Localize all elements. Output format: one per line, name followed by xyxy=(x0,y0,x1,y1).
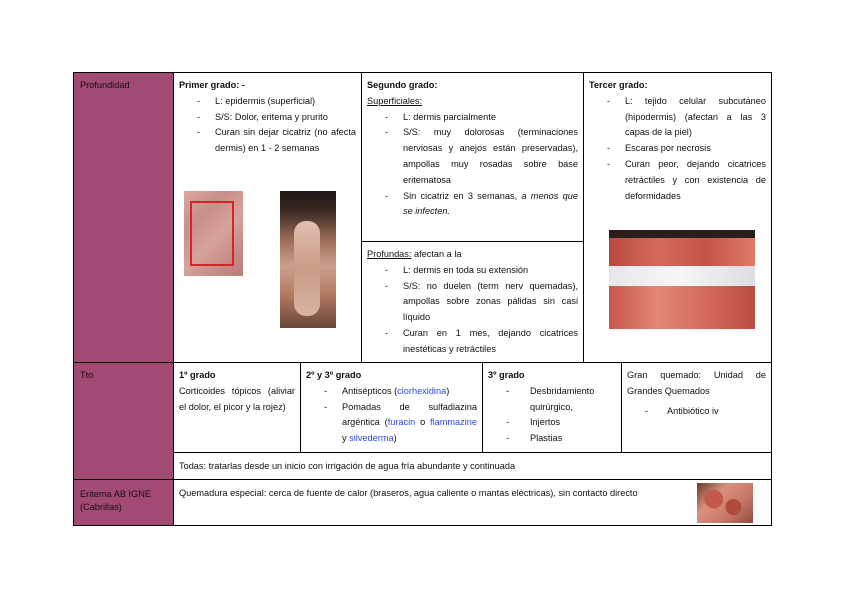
list-item: - Plastias xyxy=(488,431,616,447)
segundo-grado-title: Segundo grado: xyxy=(367,80,438,90)
bandage xyxy=(609,266,755,286)
first-degree-burn-photo xyxy=(184,191,243,276)
tto-todas-cell xyxy=(173,452,772,480)
todas-text: Todas: tratarlas desde un inicio con irrigación de agua fría abundante y continuada xyxy=(179,461,516,471)
superficiales-list xyxy=(367,110,578,221)
burn-lower xyxy=(609,286,755,329)
eritema-cell xyxy=(173,479,772,526)
row-label-text: Eritema AB IGNE (Cabrillas) xyxy=(80,489,151,512)
list-item: - Curan sin dejar cicatriz (no afecta dermis) en 1 - 2 semanas xyxy=(179,125,356,157)
primer-grado-list xyxy=(179,94,356,157)
row-label-text: Profundidad xyxy=(80,80,130,90)
text: Pomadas de sulfadiazina argéntica ( xyxy=(342,401,477,428)
tto-g23-title: 2º y 3º grado xyxy=(306,370,362,380)
eritema-ab-igne-photo xyxy=(697,483,753,523)
list-item: - Antibiótico iv xyxy=(627,404,766,420)
eritema-text: Quemadura especial: cerca de fuente de calor (braseros, agua caliente o mantas eléctricas), sin contacto directo xyxy=(179,488,638,498)
silvederma-link[interactable]: silvederma xyxy=(349,433,394,444)
list-item: - Curan en 1 mes, dejando cicatrices inestéticas y retráctiles xyxy=(367,326,578,358)
row-label-tto xyxy=(73,362,174,480)
segundo-grado-profundas-cell xyxy=(361,241,584,363)
row-label-profundidad xyxy=(73,72,174,363)
profundas-heading xyxy=(367,247,578,263)
list-item: - Desbridamiento quirúrgico, xyxy=(488,384,616,416)
list-item xyxy=(306,400,477,447)
text: Antisépticos ( xyxy=(342,385,398,396)
gran-quemado-list xyxy=(627,404,766,420)
primer-grado-title: Primer grado: - xyxy=(179,80,245,90)
tto-primer-grado-cell xyxy=(173,362,301,453)
gran-quemado-text: Gran quemado: Unidad de Grandes Quemados xyxy=(627,370,766,396)
tto-tercer-grado-cell xyxy=(482,362,622,453)
highlight-frame xyxy=(190,201,234,266)
list-item-text: Sin cicatriz en 3 semanas, xyxy=(403,190,522,201)
tercer-grado-list xyxy=(589,94,766,205)
list-item: - L: dermis parcialmente xyxy=(367,110,578,126)
list-item: - S/S: Dolor, eritema y prurito xyxy=(179,110,356,126)
list-item xyxy=(367,189,578,221)
flammazine-link[interactable]: flammazine xyxy=(430,417,477,428)
profundas-list xyxy=(367,263,578,358)
arm-shape xyxy=(294,221,320,316)
superficiales-label: Superficiales: xyxy=(367,95,423,106)
text: ) xyxy=(393,433,397,444)
list-item: - L: epidermis (superficial) xyxy=(179,94,356,110)
list-item: - L: tejido celular subcutáneo (hipodermis) (afectan a las 3 capas de la piel) xyxy=(589,94,766,141)
tto-segundo-tercer-cell xyxy=(300,362,483,453)
list-item-emphasis: a menos que se infecten. xyxy=(403,190,578,217)
text: o xyxy=(415,417,431,428)
list-item xyxy=(306,384,477,400)
second-degree-arm-photo xyxy=(280,191,336,328)
tto-g3-title: 3º grado xyxy=(488,370,525,380)
list-item: - Injertos xyxy=(488,415,616,431)
clorhexidina-link[interactable]: clorhexidina xyxy=(397,385,447,396)
list-item: - L: dermis en toda su extensión xyxy=(367,263,578,279)
tercer-grado-title: Tercer grado: xyxy=(589,80,648,90)
text: y xyxy=(342,433,350,444)
list-item: - Escaras por necrosis xyxy=(589,141,766,157)
text: ) xyxy=(446,385,450,396)
furacin-link[interactable]: furacin xyxy=(387,417,416,428)
tto-gran-quemado-cell xyxy=(621,362,772,453)
tto-g1-text: Corticoides tópicos (aliviar el dolor, el picor y la rojez) xyxy=(179,385,295,412)
list-item: - Curan peor, dejando cicatrices retráctiles y con existencia de deformidades xyxy=(589,157,766,204)
row-label-eritema xyxy=(73,479,174,526)
tto-g23-list xyxy=(306,384,477,447)
tto-g3-list xyxy=(488,384,616,447)
row-label-text: Tto xyxy=(80,370,94,380)
profundas-label: Profundas: xyxy=(367,249,412,259)
list-item: - S/S: no duelen (term nerv quemadas), ampollas sobre zonas pálidas sin casi líquido xyxy=(367,279,578,326)
segundo-grado-superficiales-cell xyxy=(361,72,584,242)
profundas-rest: afectan a la xyxy=(411,249,462,259)
tto-g1-title: 1º grado xyxy=(179,370,216,380)
list-item: - S/S: muy dolorosas (terminaciones nerviosas y anejos están preservadas), ampollas muy rosadas sobre base eritematosa xyxy=(367,125,578,188)
third-degree-burn-photo xyxy=(609,230,755,329)
